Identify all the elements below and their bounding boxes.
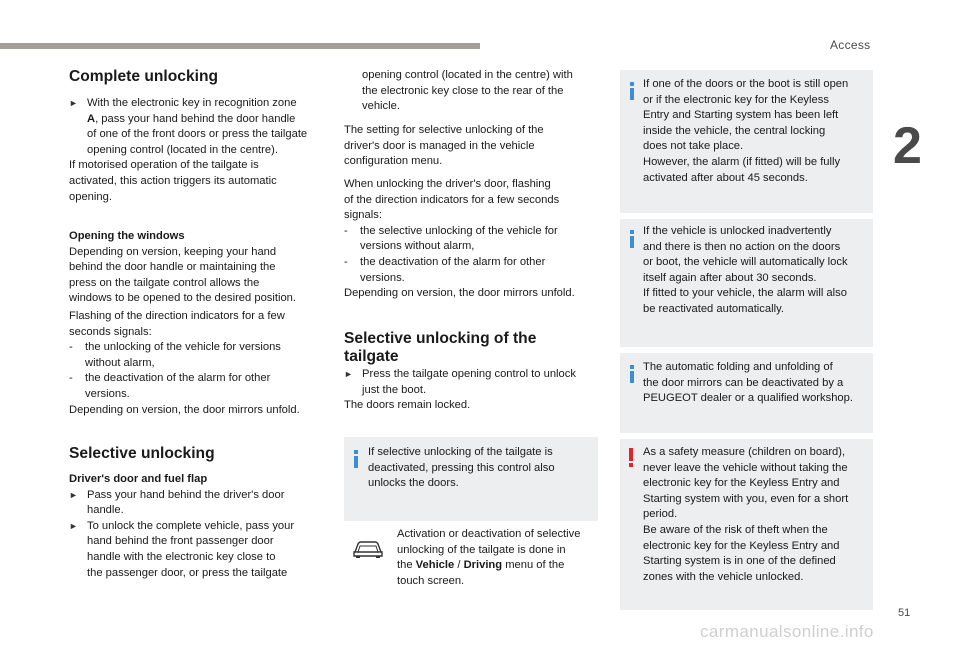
complete-unlocking-body: ► With the electronic key in recognition zone A, pass your hand behind the door handle of one of the front doors or press the tailgate opening control (located in the centre). If motorised operation of the tailgate is activated, this action triggers its automatic opening. [69, 96, 329, 205]
arrow-bullet-icon: ► [69, 98, 78, 108]
info-text-relock: If the vehicle is unlocked inadvertently and there is then no action on the doors or boot, the vehicle will automatically lock itself again after about 30 seconds. If fitted to your vehicle, the alarm will also be reactivated automatically. [643, 225, 848, 315]
info-icon [628, 230, 638, 248]
heading-complete-unlocking: Complete unlocking [69, 68, 219, 85]
subheading-driver-door: Driver's door and fuel flap [69, 473, 208, 485]
dash-item: - the selective unlocking of the vehicle for [344, 224, 558, 237]
dash-item: - the deactivation of the alarm for other [69, 372, 271, 385]
page-number: 51 [898, 607, 911, 619]
warning-text-safety: As a safety measure (children on board), never leave the vehicle without taking the electronic key for the Keyless Entry and Starting system with you, even for a short period. Be aware of the risk of theft when the electronic key for the Keyless Entry and Starting system is in one of the defined zones with the vehicle unlocked. [643, 446, 849, 583]
subheading-opening-windows: Opening the windows [69, 230, 185, 242]
continued-bullet: opening control (located in the centre) with the electronic key close to the rear of the vehicle. [362, 69, 573, 113]
opening-windows-section: Opening the windows Depending on version, keeping your hand behind the door handle or maintaining the press on the tailgate control allows the windows to be opened to the desired position. [69, 229, 329, 307]
car-icon [352, 539, 384, 559]
info-icon [352, 450, 362, 468]
arrow-bullet-icon: ► [344, 369, 353, 379]
heading-selective-tailgate: Selective unlocking of the tailgate [344, 330, 537, 365]
info-text-mirrors: The automatic folding and unfolding of the door mirrors can be deactivated by a PEUGEOT dealer or a qualified workshop. [643, 361, 853, 405]
info-text-tailgate: If selective unlocking of the tailgate is deactivated, pressing this control also unlocks the doors. [368, 446, 555, 490]
dash-item: - the unlocking of the vehicle for versions [69, 341, 281, 354]
heading-selective-unlocking: Selective unlocking [69, 445, 215, 462]
selective-unlocking-body: Driver's door and fuel flap ► Pass your hand behind the driver's door handle. ► To unlock the complete vehicle, pass your hand behind the front passenger door handle with the electronic key close to the passenger door, or press the tailgate [69, 472, 329, 581]
selective-setting-paragraph: The setting for selective unlocking of the driver's door is managed in the vehicle configuration menu. [344, 124, 544, 168]
info-icon [628, 365, 638, 383]
tailgate-body: ► Press the tailgate opening control to unlock just the boot. The doors remain locked. [344, 367, 602, 414]
arrow-bullet-icon: ► [69, 520, 78, 531]
warning-icon [626, 448, 636, 468]
info-text-central-locking: If one of the doors or the boot is still open or if the electronic key for the Keyless Entry and Starting system has been left inside the vehicle, the central locking does not take place. However, the alarm (if fitted) will be fully activated after about 45 seconds. [643, 78, 849, 184]
menu-vehicle: Vehicle [415, 559, 455, 572]
info-icon [628, 82, 638, 100]
header-rule [0, 43, 480, 49]
chapter-number: 2 [893, 117, 922, 175]
arrow-bullet-icon: ► [69, 489, 78, 500]
flashing-indicators-section: Flashing of the direction indicators for a few seconds signals: - the unlocking of the vehicle for versions without alarm, - the deactivation of the alarm for other versions. Depending on version, the door mirrors unfold. [69, 309, 329, 418]
menu-driving: Driving [463, 559, 503, 572]
bullet-item: ► Pass your hand behind the driver's door [69, 488, 329, 504]
dash-item: - the deactivation of the alarm for other [344, 255, 546, 268]
bullet-item: ► Press the tailgate opening control to unlock [344, 367, 602, 383]
driver-door-flashing-section: When unlocking the driver's door, flashing of the direction indicators for a few seconds signals: - the selective unlocking of the vehicle for versions without alarm, - the deactivation of the alarm for other versions. Depending on version, the door mirrors unfold. [344, 177, 602, 302]
section-title: Access [830, 38, 871, 52]
watermark: carmanualsonline.info [700, 622, 874, 641]
bullet-item: ► With the electronic key in recognition zone [69, 96, 329, 112]
activation-note: Activation or deactivation of selective unlocking of the tailgate is done in the Vehicle / Driving menu of the touch screen. [397, 528, 581, 587]
bullet-item: ► To unlock the complete vehicle, pass your [69, 519, 329, 535]
